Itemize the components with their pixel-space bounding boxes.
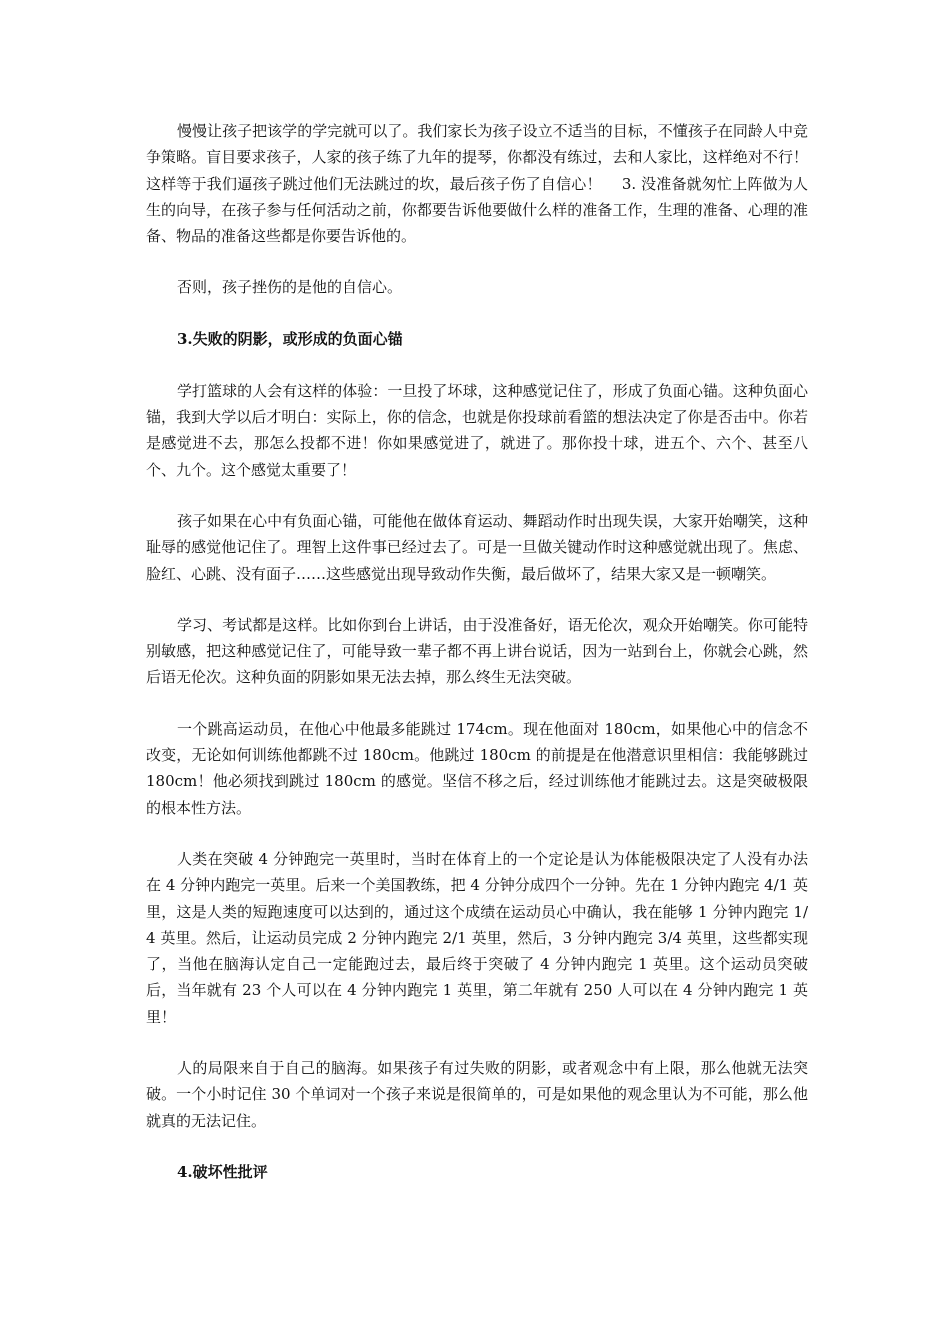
- paragraph: 一个跳高运动员，在他心中他最多能跳过 174cm。现在他面对 180cm，如果他心中的信念不改变，无论如何训练他都跳不过 180cm。他跳过 180cm 的前提是在他潜意识里相信：我能够跳过 180cm！他必须找到跳过 180cm 的感觉。坚信不移之后，经过训练他才能跳过去。这是突破极限的根本性方法。: [146, 719, 808, 817]
- paragraph: 慢慢让孩子把该学的学完就可以了。我们家长为孩子设立不适当的目标，不懂孩子在同龄人中竞争策略。盲目要求孩子，人家的孩子练了九年的提琴，你都没有练过，去和人家比，这样绝对不行！这样等于我们逼孩子跳过他们无法跳过的坎，最后孩子伤了自信心！ 3. 没准备就匆忙上阵做为人生的向导，在孩子参与任何活动之前，你都要告诉他要做什么样的准备工作，生理的准备、心理的准备、物品的准备这些都是你要告诉他的。: [146, 122, 808, 246]
- paragraph: 学习、考试都是这样。比如你到台上讲话，由于没准备好，语无伦次，观众开始嘲笑。你可能特别敏感，把这种感觉记住了，可能导致一辈子都不再上讲台说话，因为一站到台上，你就会心跳，然后语无伦次。这种负面的阴影如果无法去掉，那么终生无法突破。: [146, 615, 808, 687]
- paragraph: 否则，孩子挫伤的是他的自信心。: [177, 278, 403, 297]
- paragraph: 孩子如果在心中有负面心锚，可能他在做体育运动、舞蹈动作时出现失误，大家开始嘲笑，这种耻辱的感觉他记住了。理智上这件事已经过去了。可是一旦做关键动作时这种感觉就出现了。焦虑、脸红、心跳、没有面子……这些感觉出现导致动作失衡，最后做坏了，结果大家又是一顿嘲笑。: [146, 511, 808, 583]
- paragraph: 学打篮球的人会有这样的体验：一旦投了坏球，这种感觉记住了，形成了负面心锚。这种负面心锚，我到大学以后才明白：实际上，你的信念，也就是你投球前看篮的想法决定了你是否击中。你若是感觉进不去，那怎么投都不进！你如果感觉进了，就进了。那你投十球，进五个、六个、甚至八个、九个。这个感觉太重要了！: [146, 381, 808, 479]
- document-body: [146, 118, 808, 1211]
- paragraph: 人的局限来自于自己的脑海。如果孩子有过失败的阴影，或者观念中有上限，那么他就无法突破。一个小时记住 30 个单词对一个孩子来说是很简单的，可是如果他的观念里认为不可能，那么他就真的无法记住。: [146, 1059, 808, 1130]
- paragraph: 人类在突破 4 分钟跑完一英里时，当时在体育上的一个定论是认为体能极限决定了人没有办法在 4 分钟内跑完一英里。后来一个美国教练，把 4 分钟分成四个一分钟。先在 1 分钟内跑完 4/1 英里，这是人类的短跑速度可以达到的，通过这个成绩在运动员心中确认，我在能够 1 分钟内跑完 1/4 英里。然后，让运动员完成 2 分钟内跑完 2/1 英里，然后，3 分钟内跑完 3/4 英里，这些都实现了，当他在脑海认定自己一定能跑过去，最后终于突破了 4 分钟内跑完 1 英里。这个运动员突破后，当年就有 23 个人可以在 4 分钟内跑完 1 英里，第二年就有 250 人可以在 4 分钟内跑完 1 英里！: [146, 849, 808, 1026]
- section-heading: 4.破坏性批评: [177, 1162, 268, 1181]
- section-heading: 3.失败的阴影，或形成的负面心锚: [177, 329, 403, 348]
